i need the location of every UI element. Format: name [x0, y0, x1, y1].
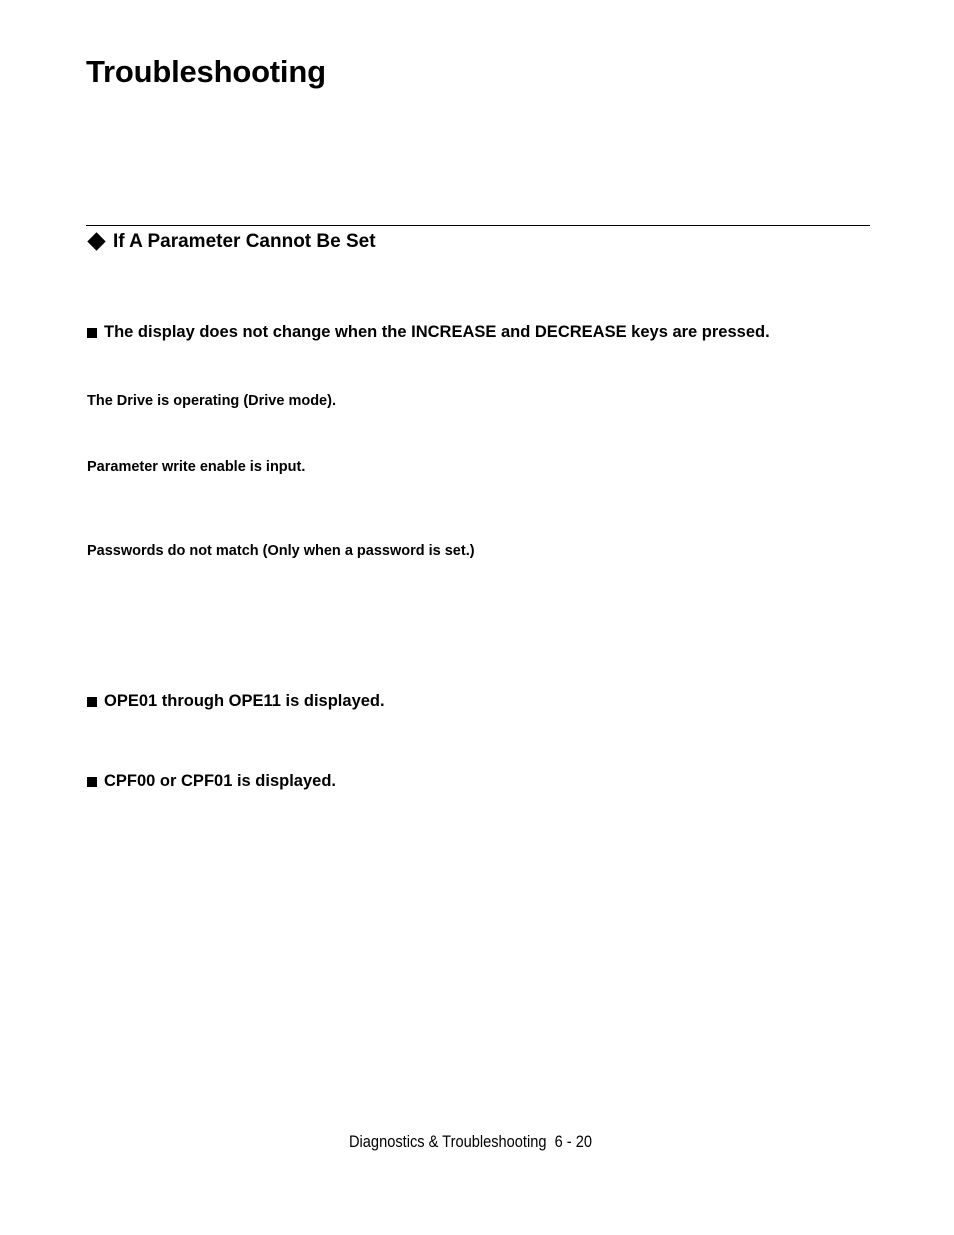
square-bullet-icon: [87, 697, 97, 707]
cause-password-mismatch: Passwords do not match (Only when a password is set.): [87, 543, 475, 559]
problem-heading-text: The display does not change when the INCREASE and DECREASE keys are pressed.: [104, 323, 770, 341]
section-heading-text: If A Parameter Cannot Be Set: [113, 231, 376, 252]
section-heading: [87, 230, 376, 253]
cause-write-enable-input: Parameter write enable is input.: [87, 459, 306, 475]
problem-heading-text: OPE01 through OPE11 is displayed.: [104, 692, 385, 710]
page-title: Troubleshooting: [86, 54, 326, 89]
diamond-bullet-icon: [87, 232, 105, 250]
section-divider: [86, 225, 870, 226]
problem-heading-cpf-displayed: [87, 771, 336, 791]
problem-heading-text: CPF00 or CPF01 is displayed.: [104, 772, 336, 790]
problem-heading-display-no-change: [87, 322, 770, 342]
square-bullet-icon: [87, 328, 97, 338]
square-bullet-icon: [87, 777, 97, 787]
problem-heading-ope-displayed: [87, 691, 385, 711]
page-footer: Diagnostics & Troubleshooting 6 - 20: [349, 1132, 593, 1151]
cause-drive-operating: The Drive is operating (Drive mode).: [87, 393, 336, 409]
